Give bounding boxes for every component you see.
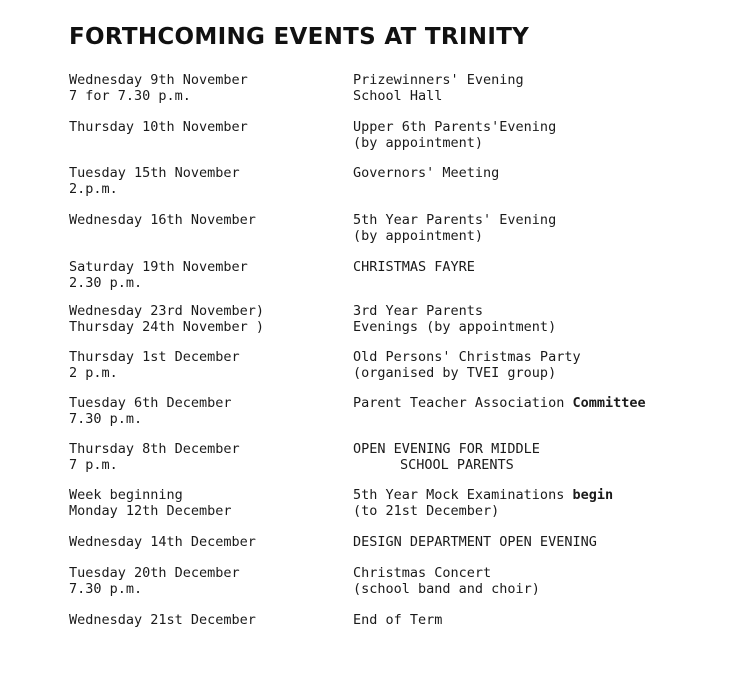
page-title: FORTHCOMING EVENTS AT TRINITY [69, 24, 530, 50]
event-time-line: 7 for 7.30 p.m. [69, 88, 191, 104]
event-date [69, 441, 240, 473]
event-date-line: Monday 12th December [69, 503, 232, 519]
event-date [69, 303, 264, 335]
event-date [69, 612, 256, 628]
event-desc-line: (school band and choir) [353, 581, 540, 597]
event-description [353, 441, 540, 473]
event-desc-line: Upper 6th Parents'Evening [353, 119, 557, 135]
event-description [353, 565, 540, 597]
event-desc-line: Old Persons' Christmas Party [353, 349, 581, 365]
event-desc-line: Prizewinners' Evening [353, 72, 524, 88]
event-date-line: Wednesday 21st December [69, 612, 256, 628]
event-desc-line: End of Term [353, 612, 443, 628]
event-date-line: Tuesday 6th December [69, 395, 232, 411]
event-desc-line [353, 487, 613, 503]
event-date-line: Thursday 10th November [69, 119, 248, 135]
event-time-line: 2 p.m. [69, 365, 118, 381]
event-date-line: Wednesday 14th December [69, 534, 256, 550]
event-date [69, 212, 256, 228]
event-date [69, 165, 240, 197]
event-date-line: Wednesday 16th November [69, 212, 256, 228]
event-date [69, 119, 248, 135]
event-date [69, 349, 240, 381]
event-date-line: Tuesday 15th November [69, 165, 240, 181]
event-description [353, 612, 442, 628]
event-date-line: Wednesday 23rd November) [69, 303, 265, 319]
event-desc-line: School Hall [353, 88, 443, 104]
event-date-line: Saturday 19th November [69, 259, 248, 275]
event-desc-text: 5th Year Mock Examinations [353, 487, 565, 503]
event-date [69, 72, 248, 104]
event-date [69, 534, 256, 550]
event-description [353, 72, 524, 104]
event-date [69, 487, 232, 519]
event-time-line: 7 p.m. [69, 457, 118, 473]
event-desc-line: (organised by TVEI group) [353, 365, 557, 381]
event-time-line: 2.p.m. [69, 181, 118, 197]
event-date [69, 259, 248, 291]
event-date [69, 565, 240, 597]
event-time-line: 2.30 p.m. [69, 275, 143, 291]
event-date-line: Tuesday 20th December [69, 565, 240, 581]
event-desc-line: 3rd Year Parents [353, 303, 484, 319]
event-desc-line: Governors' Meeting [353, 165, 500, 181]
event-time-line: 7.30 p.m. [69, 581, 143, 597]
event-desc-line: OPEN EVENING FOR MIDDLE [353, 441, 540, 457]
event-desc-line: (by appointment) [353, 228, 484, 244]
event-date-line: Week beginning [69, 487, 183, 503]
event-desc-line: CHRISTMAS FAYRE [353, 259, 475, 275]
event-description [353, 349, 581, 381]
event-desc-text: Parent Teacher Association [353, 395, 565, 411]
event-desc-line: DESIGN DEPARTMENT OPEN EVENING [353, 534, 597, 550]
event-date-line: Thursday 1st December [69, 349, 240, 365]
event-description [353, 534, 597, 550]
event-date-line: Thursday 24th November ) [69, 319, 265, 335]
event-description [353, 395, 646, 411]
event-time-line: 7.30 p.m. [69, 411, 143, 427]
event-desc-bold-text: Committee [572, 395, 646, 411]
event-description [353, 212, 556, 244]
event-description [353, 165, 499, 181]
event-description [353, 259, 475, 275]
event-description [353, 303, 556, 335]
event-desc-line: Christmas Concert [353, 565, 492, 581]
event-desc-line: (by appointment) [353, 135, 484, 151]
event-date-line: Thursday 8th December [69, 441, 240, 457]
event-desc-line: SCHOOL PARENTS [400, 457, 514, 473]
event-desc-line: Evenings (by appointment) [353, 319, 557, 335]
event-desc-line: (to 21st December) [353, 503, 500, 519]
event-desc-line: 5th Year Parents' Evening [353, 212, 557, 228]
event-date-line: Wednesday 9th November [69, 72, 248, 88]
event-description [353, 119, 556, 151]
event-desc-line [353, 395, 646, 411]
event-date [69, 395, 232, 427]
event-desc-bold-text: begin [572, 487, 614, 503]
event-description [353, 487, 613, 519]
